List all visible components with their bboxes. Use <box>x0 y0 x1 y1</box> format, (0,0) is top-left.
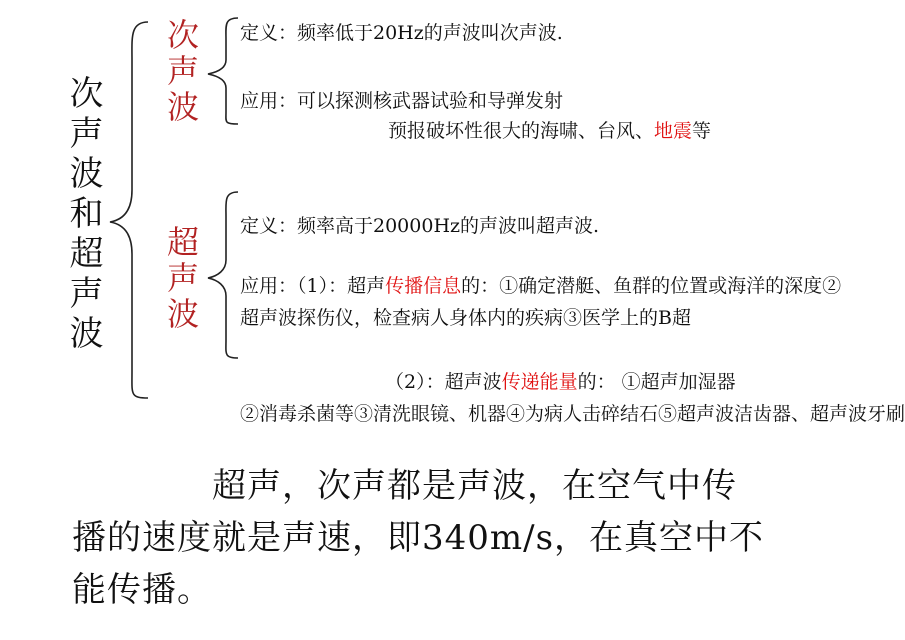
infrasound-app-text: 预报破坏性很大的海啸、台风、 <box>388 120 655 142</box>
summary-line-1 <box>72 460 832 512</box>
infrasound-application: 应用：可以探测核武器试验和导弹发射 <box>240 90 564 112</box>
transmit-info-highlight: 传播信息 <box>385 275 462 297</box>
summary-line-2: 播的速度就是声速，即340m/s，在真空中不 <box>72 518 765 558</box>
ultrasound-application-1 <box>240 270 850 334</box>
summary-text <box>72 460 832 616</box>
summary-line-3: 能传播。 <box>72 570 212 610</box>
infrasound-definition: 定义：频率低于20Hz的声波叫次声波. <box>240 22 563 44</box>
ultrasound-application-2 <box>240 366 905 430</box>
ultrasound-app2-text: ②消毒杀菌等③清洗眼镜、机器④为病人击碎结石⑤超声波洁齿器、超声波牙刷 <box>240 403 905 425</box>
ultrasound-app2-prefix: （2）：超声波 <box>385 371 502 393</box>
ultrasound-app1-prefix: 应用：（1）：超声 <box>240 275 386 297</box>
transmit-energy-highlight: 传递能量 <box>501 371 578 393</box>
summary-line-1-text: 超声，次声都是声波，在空气中传 <box>212 466 737 506</box>
earthquake-highlight: 地震 <box>654 120 693 142</box>
infrasound-brace <box>204 16 240 126</box>
ultrasound-definition: 定义：频率高于20000Hz的声波叫超声波. <box>240 215 600 237</box>
main-title: 次声波和超声波 <box>63 75 103 355</box>
ultrasound-app1-text: 的：①确定潜艇、鱼群的位置或海洋的深度②超声波探伤仪，检查病人身体内的疾病③医学上的B超 <box>240 275 842 329</box>
infrasound-application-cont <box>388 116 711 146</box>
infrasound-app-suffix: 等 <box>692 120 712 142</box>
ultrasound-header: 超声波 <box>162 225 200 333</box>
ultrasound-app2-suffix: 的： ①超声加湿器 <box>577 371 736 393</box>
main-brace <box>108 20 148 400</box>
ultrasound-brace <box>204 190 240 360</box>
infrasound-header: 次声波 <box>162 18 200 126</box>
ultrasound-app2-head <box>240 366 850 398</box>
